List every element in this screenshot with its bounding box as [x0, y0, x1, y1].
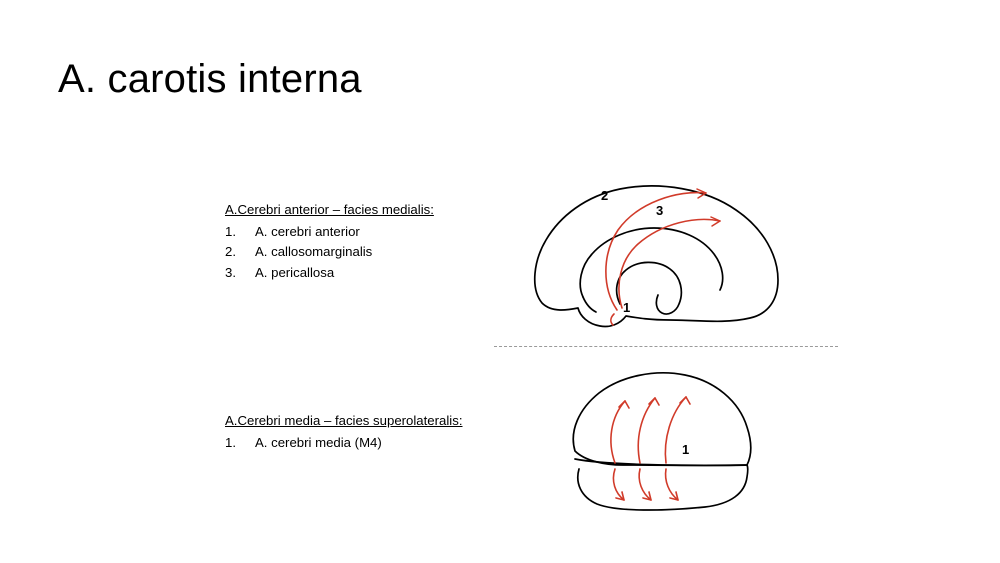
- list-cerebri-media: [225, 433, 463, 454]
- list-item-label: A. cerebri media (M4): [255, 434, 382, 450]
- list-item: [225, 242, 434, 263]
- list-item-number: 3.: [225, 264, 236, 280]
- list-cerebri-anterior: [225, 222, 434, 284]
- facies-superolateralis-brain-diagram: [545, 365, 785, 520]
- page-title: A. carotis interna: [58, 57, 362, 101]
- figure-label-medial-2: 2: [601, 188, 609, 203]
- text-block-cerebri-anterior: [225, 200, 434, 283]
- facies-medialis-brain-diagram: [520, 168, 810, 348]
- figure-label-lateral-1: 1: [682, 442, 690, 457]
- list-item-number: 1.: [225, 434, 236, 450]
- list-item-number: 1.: [225, 223, 236, 239]
- block-heading-cerebri-anterior: A.Cerebri anterior – facies medialis:: [225, 202, 434, 217]
- block-heading-cerebri-media: A.Cerebri media – facies superolateralis:: [225, 413, 463, 428]
- list-item: [225, 433, 463, 454]
- list-item-label: A. cerebri anterior: [255, 223, 360, 239]
- list-item-number: 2.: [225, 244, 236, 259]
- list-item: [225, 263, 434, 284]
- text-block-cerebri-media: [225, 411, 463, 453]
- list-item-label: A. callosomarginalis: [255, 244, 373, 259]
- list-item: [225, 222, 434, 243]
- figure-label-medial-3: 3: [656, 203, 664, 218]
- figure-label-medial-1: 1: [623, 300, 631, 315]
- list-item-label: A. pericallosa: [255, 264, 335, 280]
